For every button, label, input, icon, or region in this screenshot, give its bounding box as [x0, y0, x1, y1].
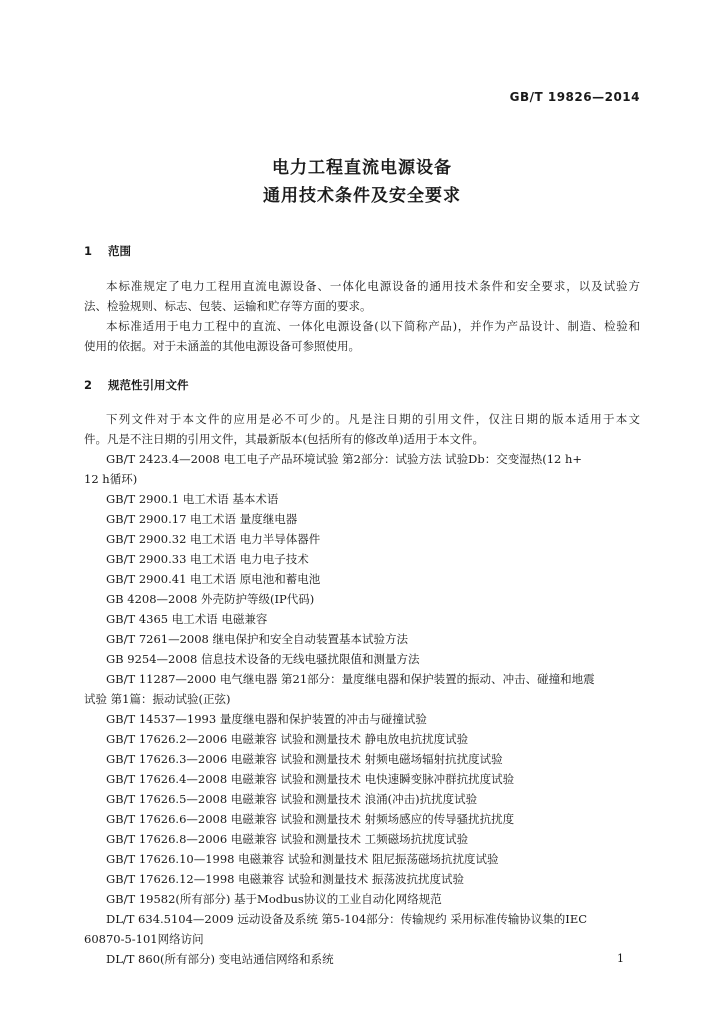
reference-item: GB 9254—2008 信息技术设备的无线电骚扰限值和测量方法: [106, 652, 420, 666]
reference-item: GB/T 2900.17 电工术语 量度继电器: [106, 512, 298, 526]
reference-item: GB/T 17626.4—2008 电磁兼容 试验和测量技术 电快速瞬变脉冲群抗扰度试验: [106, 772, 515, 786]
reference-item: GB 4208—2008 外壳防护等级(IP代码): [106, 592, 315, 606]
document-title-line2: 通用技术条件及安全要求: [263, 186, 461, 206]
reference-item: GB/T 14537—1993 量度继电器和保护装置的冲击与碰撞试验: [106, 712, 427, 726]
section-1-heading: [84, 243, 131, 259]
reference-item: GB/T 2900.1 电工术语 基本术语: [106, 492, 279, 506]
paragraph-line: 下列文件对于本文件的应用是必不可少的。凡是注日期的引用文件，仅注日期的版本适用于本文: [106, 412, 640, 426]
reference-item: GB/T 2423.4—2008 电工电子产品环境试验 第2部分：试验方法 试验Db：交变湿热(12 h+: [106, 452, 583, 466]
reference-item: GB/T 17626.5—2008 电磁兼容 试验和测量技术 浪涌(冲击)抗扰度试验: [106, 792, 478, 806]
section-2-heading: [84, 377, 189, 393]
reference-item: GB/T 4365 电工术语 电磁兼容: [106, 612, 268, 626]
reference-item: GB/T 17626.2—2006 电磁兼容 试验和测量技术 静电放电抗扰度试验: [106, 732, 469, 746]
reference-item: GB/T 17626.6—2008 电磁兼容 试验和测量技术 射频场感应的传导骚扰抗扰度: [106, 812, 515, 826]
reference-item: GB/T 2900.41 电工术语 原电池和蓄电池: [106, 572, 321, 586]
reference-item-continuation: 12 h循环): [84, 472, 138, 486]
reference-item: GB/T 17626.10—1998 电磁兼容 试验和测量技术 阻尼振荡磁场抗扰度试验: [106, 852, 499, 866]
reference-item: GB/T 17626.8—2006 电磁兼容 试验和测量技术 工频磁场抗扰度试验: [106, 832, 469, 846]
reference-item-continuation: 60870-5-101网络访问: [84, 932, 204, 946]
paragraph-line: 件。凡是不注日期的引用文件，其最新版本(包括所有的修改单)适用于本文件。: [84, 432, 484, 446]
section-title: 规范性引用文件: [108, 378, 189, 392]
reference-item: GB/T 2900.33 电工术语 电力电子技术: [106, 552, 309, 566]
section-number: 1: [84, 244, 93, 258]
standard-code: GB/T 19826—2014: [509, 90, 640, 104]
reference-item: DL/T 634.5104—2009 远动设备及系统 第5-104部分：传输规约 采用标准传输协议集的IEC: [106, 912, 588, 926]
reference-item: GB/T 17626.3—2006 电磁兼容 试验和测量技术 射频电磁场辐射抗扰度试验: [106, 752, 503, 766]
document-title-line1: 电力工程直流电源设备: [272, 158, 452, 178]
reference-item: GB/T 2900.32 电工术语 电力半导体器件: [106, 532, 321, 546]
paragraph-line: 本标准规定了电力工程用直流电源设备、一体化电源设备的通用技术条件和安全要求，以及试验方: [106, 279, 640, 293]
page-number: 1: [617, 952, 624, 965]
reference-item: GB/T 11287—2000 电气继电器 第21部分：量度继电器和保护装置的振动、冲击、碰撞和地震: [106, 672, 595, 686]
reference-item-continuation: 试验 第1篇：振动试验(正弦): [84, 692, 231, 706]
reference-item: GB/T 17626.12—1998 电磁兼容 试验和测量技术 振荡波抗扰度试验: [106, 872, 464, 886]
paragraph-line: 使用的依据。对于未涵盖的其他电源设备可参照使用。: [84, 339, 360, 353]
section-title: 范围: [108, 244, 131, 258]
paragraph-line: 本标准适用于电力工程中的直流、一体化电源设备(以下简称产品)，并作为产品设计、制造、检验和: [106, 319, 640, 333]
paragraph-line: 法、检验规则、标志、包装、运输和贮存等方面的要求。: [84, 299, 372, 313]
section-number: 2: [84, 378, 93, 392]
reference-item: DL/T 860(所有部分) 变电站通信网络和系统: [106, 952, 334, 966]
reference-item: GB/T 19582(所有部分) 基于Modbus协议的工业自动化网络规范: [106, 892, 442, 906]
reference-item: GB/T 7261—2008 继电保护和安全自动装置基本试验方法: [106, 632, 409, 646]
